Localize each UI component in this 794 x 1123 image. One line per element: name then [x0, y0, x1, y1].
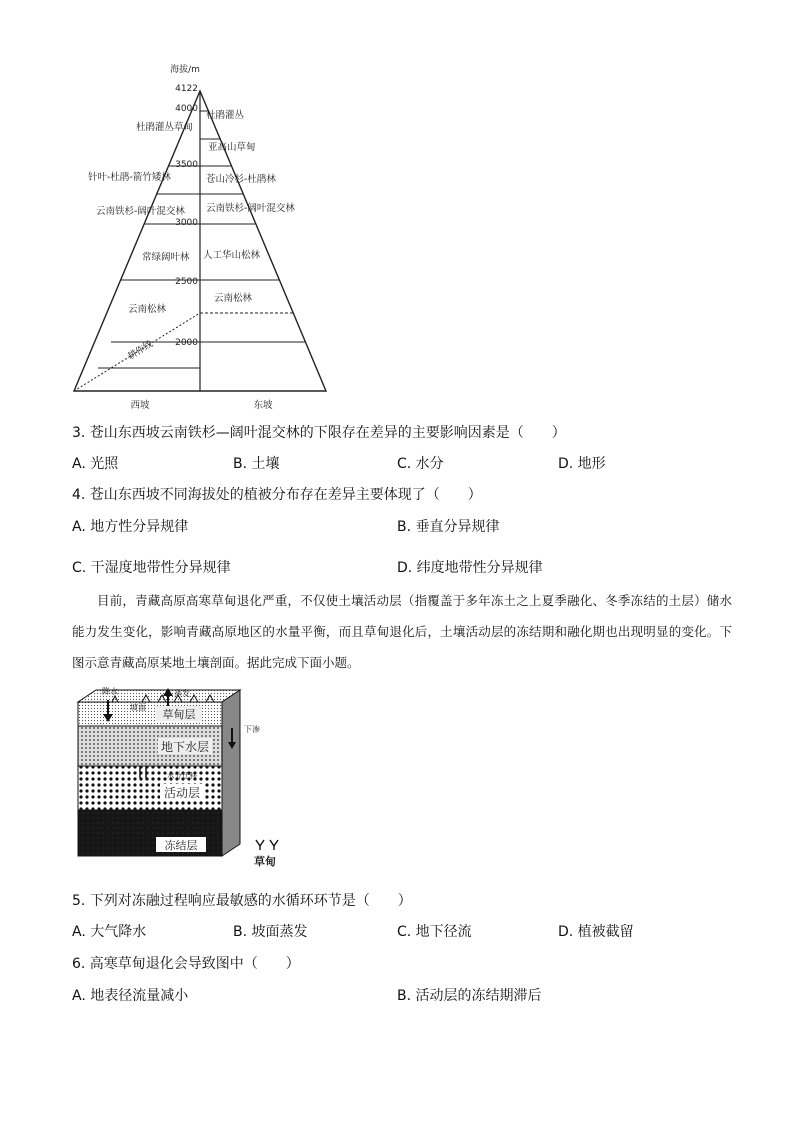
seep-label: 下渗 — [244, 725, 260, 734]
q6-option-a: A. 地表径流量减小 — [72, 988, 189, 1004]
grass-legend-icon — [256, 840, 278, 850]
q5-option-d: D. 植被截留 — [558, 924, 634, 940]
east-zone-1: 杜鹃灌丛 — [206, 110, 245, 121]
grass-legend-label: 草甸 — [254, 855, 276, 868]
east-slope-label: 东坡 — [253, 400, 273, 411]
migration-label: 水分迁移 — [167, 771, 197, 780]
q4-option-a: A. 地方性分异规律 — [72, 519, 189, 535]
q3-option-b: B. 土壤 — [233, 456, 280, 472]
q4-option-d: D. 纬度地带性分异规律 — [397, 560, 543, 576]
q5-stem: 5. 下列对冻融过程响应最敏感的水循环环节是（ ） — [72, 893, 412, 909]
evap-label: 蒸发 — [174, 689, 190, 698]
frozen-layer-label: 冻结层 — [164, 839, 198, 852]
groundwater-layer-label: 地下水层 — [160, 740, 210, 754]
west-zone-1: 杜鹃灌丛草甸 — [136, 122, 194, 133]
slope-label: 坡面 — [130, 703, 146, 712]
tick-2500: 2500 — [175, 277, 198, 287]
tick-4000: 4000 — [175, 104, 198, 114]
east-zone-5: 人工华山松林 — [203, 250, 261, 261]
west-zone-4: 常绿阔叶林 — [142, 252, 190, 263]
soil-profile-diagram — [72, 686, 312, 872]
east-zone-4: 云南铁杉-阔叶混交林 — [206, 203, 295, 214]
east-zone-2: 亚高山草甸 — [208, 142, 256, 153]
mountain-vegetation-diagram — [60, 58, 350, 418]
q4-option-b: B. 垂直分异规律 — [397, 519, 500, 535]
q3-stem: 3. 苍山东西坡云南铁杉—阔叶混交林的下限存在差异的主要影响因素是（ ） — [72, 425, 566, 441]
west-zone-3: 云南铁杉-阔叶混交林 — [96, 206, 185, 217]
q5-option-b: B. 坡面蒸发 — [233, 924, 308, 940]
y-axis-label: 海拔/m — [170, 65, 200, 75]
farm-line-label: 耕作线 — [126, 339, 155, 363]
q6-stem: 6. 高寒草甸退化会导致图中（ ） — [72, 956, 300, 972]
tick-3000: 3000 — [175, 218, 198, 228]
q6-option-b: B. 活动层的冻结期滞后 — [397, 988, 542, 1004]
west-slope-label: 西坡 — [130, 400, 150, 411]
reading-passage — [72, 585, 732, 678]
active-layer-label: 活动层 — [163, 786, 201, 800]
meadow-layer-label: 草甸层 — [162, 708, 196, 721]
q3-option-c: C. 水分 — [397, 456, 444, 472]
q3-option-d: D. 地形 — [558, 456, 606, 472]
rain-label: 降水 — [102, 687, 118, 696]
peak-label: 4122 — [175, 84, 198, 94]
east-zone-6: 云南松林 — [214, 293, 253, 304]
west-zone-2: 针叶-杜鹃-箭竹矮林 — [88, 172, 171, 183]
q4-option-c: C. 干湿度地带性分异规律 — [72, 560, 231, 576]
tick-2000: 2000 — [175, 338, 198, 348]
q3-option-a: A. 光照 — [72, 456, 119, 472]
side-face — [222, 690, 240, 856]
q5-option-c: C. 地下径流 — [397, 924, 472, 940]
passage-text: 目前，青藏高原高寒草甸退化严重，不仅使土壤活动层（指覆盖于多年冻土之上夏季融化、冬季冻结的土层）储水能力发生变化，影响青藏高原地区的水量平衡，而且草甸退化后，土壤活动层的冻结期和融化期也出现明显的变化。下图示意青藏高原某地土壤剖面。据此完成下面小题。 — [72, 593, 732, 670]
east-zone-3: 苍山冷杉-杜鹃林 — [206, 174, 276, 185]
q5-option-a: A. 大气降水 — [72, 924, 147, 940]
tick-3500: 3500 — [175, 160, 198, 170]
west-zone-5: 云南松林 — [128, 304, 167, 315]
q4-stem: 4. 苍山东西坡不同海拔处的植被分布存在差异主要体现了（ ） — [72, 487, 482, 503]
